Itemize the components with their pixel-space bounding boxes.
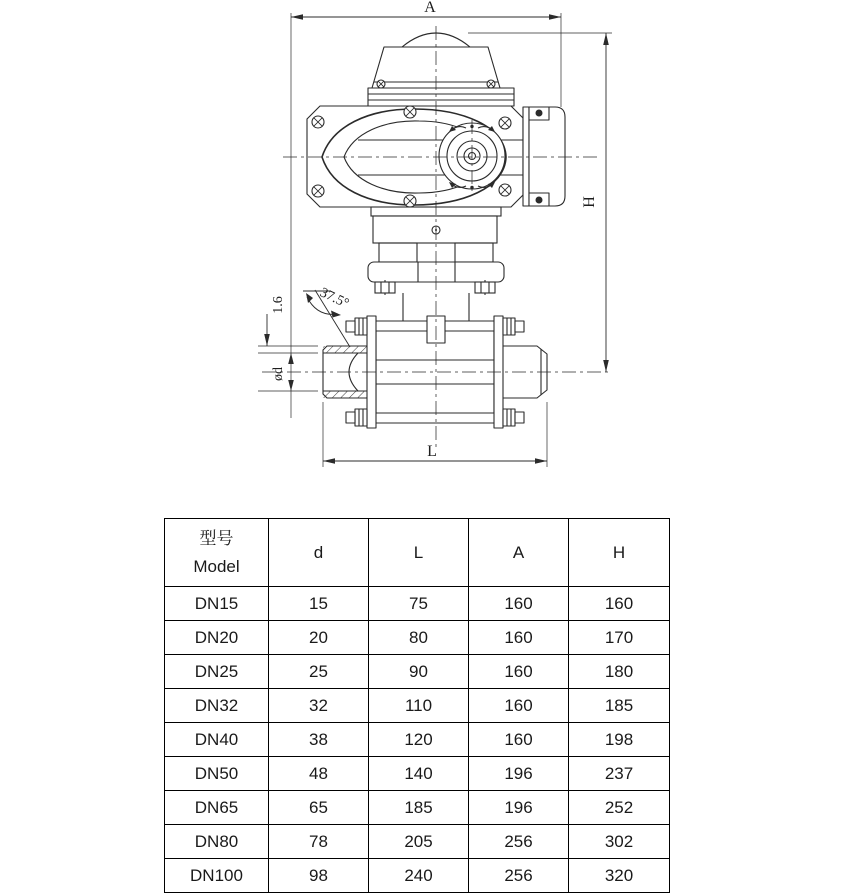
cell-h: 302 [569,825,670,859]
dimension-bore [258,346,318,391]
terminal-box [529,107,565,206]
cell-d: 15 [269,587,369,621]
cell-d: 65 [269,791,369,825]
cell-a: 160 [469,655,569,689]
cell-l: 90 [369,655,469,689]
cell-l: 110 [369,689,469,723]
dim-a-label: A [424,0,436,16]
table-row [165,825,670,859]
header-model-en: Model [193,556,240,576]
table-row [165,859,670,893]
header-a: A [469,519,569,587]
cell-h: 198 [569,723,670,757]
header-h: H [569,519,670,587]
cell-d: 25 [269,655,369,689]
cell-d: 32 [269,689,369,723]
cell-model: DN20 [165,621,269,655]
cell-h: 170 [569,621,670,655]
cell-d: 48 [269,757,369,791]
cell-h: 185 [569,689,670,723]
cell-a: 196 [469,757,569,791]
cell-l: 185 [369,791,469,825]
cell-a: 160 [469,621,569,655]
cell-h: 320 [569,859,670,893]
cell-l: 80 [369,621,469,655]
cell-model: DN50 [165,757,269,791]
cell-model: DN15 [165,587,269,621]
cell-h: 237 [569,757,670,791]
table-row [165,655,670,689]
cell-l: 240 [369,859,469,893]
table-row [165,723,670,757]
dim-h-label: H [581,196,598,208]
roughness-label: 1.6 [271,296,286,314]
cell-l: 120 [369,723,469,757]
cell-d: 38 [269,723,369,757]
cell-d: 78 [269,825,369,859]
terminal-box-screw-bottom [536,197,543,204]
cell-a: 256 [469,825,569,859]
cell-a: 160 [469,587,569,621]
cell-a: 160 [469,723,569,757]
dimension-roughness [264,314,270,346]
cell-l: 75 [369,587,469,621]
dimension-table [164,518,670,893]
bevel-angle-label: 37.5° [317,285,352,312]
cell-h: 160 [569,587,670,621]
table-row [165,587,670,621]
header-l: L [369,519,469,587]
cell-model: DN65 [165,791,269,825]
cell-a: 256 [469,859,569,893]
cell-model: DN80 [165,825,269,859]
cell-h: 180 [569,655,670,689]
cell-h: 252 [569,791,670,825]
cell-l: 205 [369,825,469,859]
dim-l-label: L [427,443,437,460]
cell-model: DN40 [165,723,269,757]
cell-d: 98 [269,859,369,893]
cell-a: 160 [469,689,569,723]
terminal-box-screw-top [536,110,543,117]
cell-model: DN100 [165,859,269,893]
header-model-cn: 型号 [199,529,234,549]
header-d: d [269,519,369,587]
table-row [165,621,670,655]
table-header-row [165,519,670,587]
dim-bore-label: ød [271,367,286,381]
actuator-neck [368,88,514,106]
table-row [165,791,670,825]
table-row [165,689,670,723]
cell-model: DN32 [165,689,269,723]
cell-a: 196 [469,791,569,825]
cell-l: 140 [369,757,469,791]
cell-model: DN25 [165,655,269,689]
header-model [165,519,269,587]
cell-d: 20 [269,621,369,655]
table-row [165,757,670,791]
